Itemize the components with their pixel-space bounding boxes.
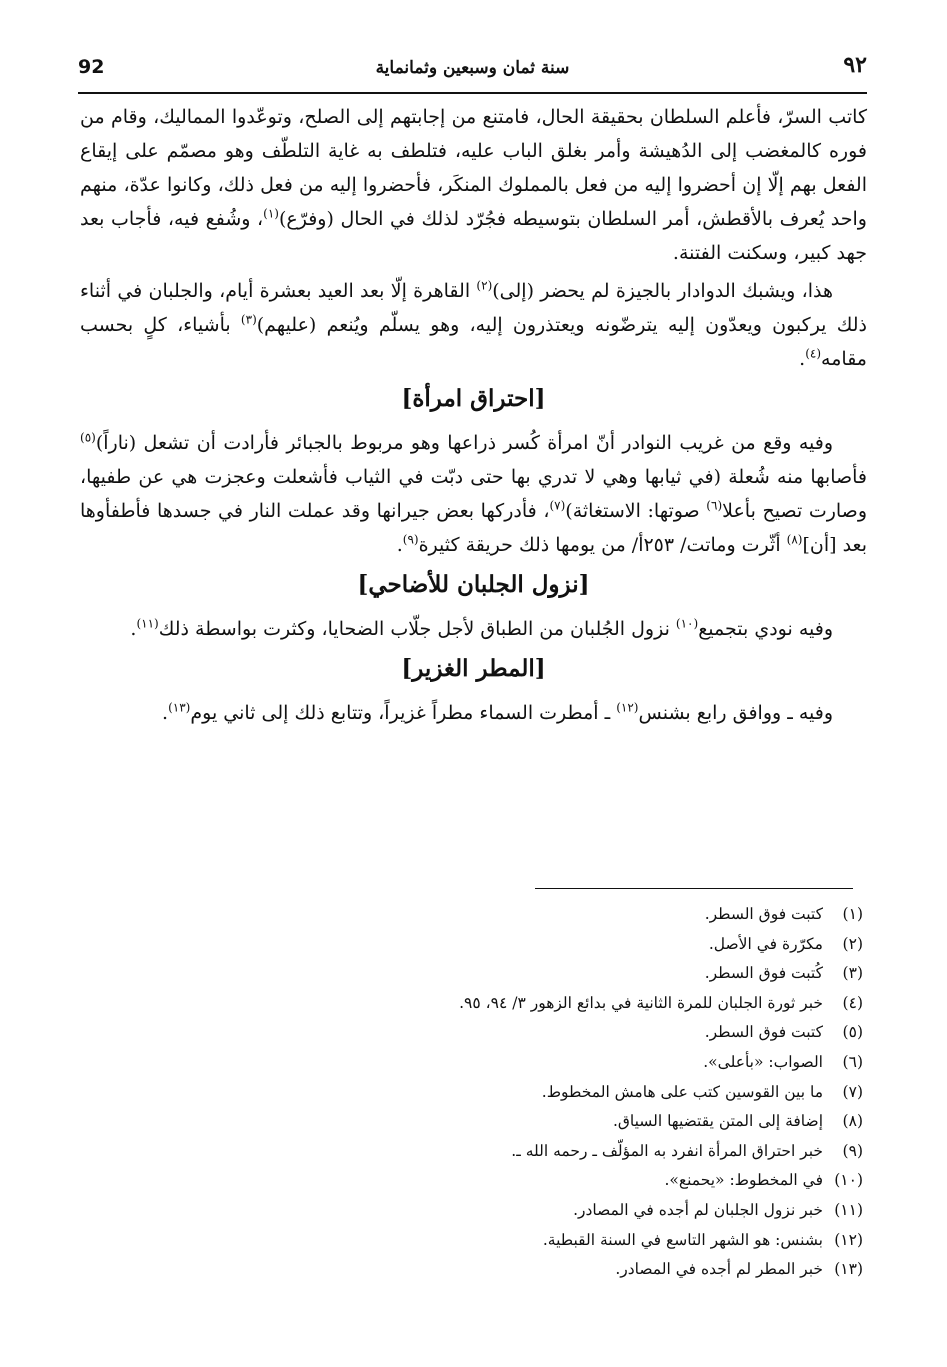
paragraph-text: ـ أمطرت السماء مطراً غزيراً، وتتابع ذلك إلى ثاني يوم	[190, 702, 617, 724]
paragraph-text: القاهرة إلّا بعد العيد بعشرة أيام، والجلبان في أثناء ذلك يركبون ويعدّون إليه يترضّونه ويعتذرون إليه، وهو يسلّم ويُنعم (عليهم)	[80, 280, 867, 336]
footnote-number: (١٣)	[834, 1260, 863, 1279]
paragraph-text: ، فأدركها بعض جيرانها وقد عملت النار في جسدها فأطفأوها بعد [أن]	[80, 500, 867, 556]
section-heading: [احتراق امرأة]	[401, 385, 546, 412]
footnote-number: (١)	[842, 905, 863, 923]
paragraph	[80, 612, 867, 646]
footnote	[80, 989, 863, 1019]
paragraph-text: .	[162, 702, 169, 724]
footnote-number: (١٢)	[834, 1230, 863, 1249]
footnote-number: (٩)	[842, 1141, 863, 1160]
footnote-ref: (٢)	[476, 278, 493, 293]
paragraph-text: هذا، ويشبك الدوادار بالجيزة لم يحضر (إلى)	[492, 280, 833, 302]
running-title: سنة ثمان وسبعين وثمانماية	[375, 58, 570, 78]
footnote	[80, 1166, 863, 1196]
footnote-separator	[535, 888, 853, 889]
footnote-ref: (٧)	[549, 498, 566, 513]
footnote-ref: (٨)	[786, 532, 803, 547]
paragraph-text: ، وشُفع فيه، فأجاب بعد جهد كبير، وسكنت الفتنة.	[80, 208, 867, 264]
paragraph-text: كاتب السرّ، فأعلم السلطان بحقيقة الحال، فامتنع من إجابتهم إلى الصلح، وتوعّدوا المماليك، وقام من فوره كالمغضب إلى الدُهيشة وأمر بغلق الباب عليه، فتلطف به غاية التلطّف وهو مصمّم على إيقاع الفعل بهم إلّا إن أحضروا إليه من فعل بالمملوك المنكَر، فأحضروا إليه من فعل ذلك، وكانوا عدّة، منهم واحد يُعرف بالأقطش، أمر السلطان بتوسيطه فجُرّد لذلك في الحال (وفرّع)	[80, 106, 868, 230]
footnote	[80, 900, 863, 930]
paragraph-text: .	[799, 348, 806, 370]
footnotes	[80, 900, 863, 1285]
footnote-number: (٨)	[842, 1112, 863, 1131]
footnote	[80, 1226, 863, 1256]
footnote	[80, 1196, 863, 1226]
footnote-ref: (٣)	[240, 312, 257, 327]
footnote	[80, 959, 863, 989]
paragraph-text: .	[130, 618, 137, 640]
footnote-ref: (٩)	[402, 532, 419, 547]
paragraph-text: أثّرت وماتت/ ٢٥٣أ/ من يومها ذلك حريقة كثيرة	[418, 534, 787, 556]
footnote-ref: (٦)	[706, 498, 723, 513]
footnote	[80, 1255, 863, 1285]
page-number-arabic: ٩٢	[843, 52, 867, 78]
paragraph-text: وفيه ـ ووافق رابع بشنس	[638, 702, 833, 724]
paragraph-text: .	[396, 534, 403, 556]
footnote-text: كتبت فوق السطر.	[704, 905, 823, 923]
footnote-ref: (١)	[263, 206, 279, 221]
paragraph-text: صوتها: الاستغاثة)	[565, 500, 707, 522]
main-text	[80, 100, 867, 734]
footnote-number: (١١)	[834, 1200, 863, 1219]
footnote-text: الصواب: «بأعلى».	[703, 1052, 823, 1071]
footnote-ref: (١١)	[136, 616, 159, 631]
footnote-text: بشنس: هو الشهر التاسع في السنة القبطية.	[542, 1230, 823, 1249]
section-heading: [نزول الجلبان للأضاحي]	[357, 571, 590, 598]
footnote	[80, 1107, 863, 1137]
footnote-ref: (٤)	[805, 346, 822, 361]
footnote	[80, 1018, 863, 1048]
paragraph	[80, 426, 867, 562]
footnote-ref: (١٣)	[168, 700, 191, 715]
footnote-text: في المخطوط: «يحمنع».	[664, 1171, 823, 1190]
footnote-number: (٧)	[842, 1082, 863, 1101]
paragraph	[80, 274, 867, 376]
footnote-text: خبر نزول الجلبان لم أجده في المصادر.	[573, 1200, 823, 1219]
footnote-number: (٥)	[842, 1023, 863, 1042]
footnote	[80, 1048, 863, 1078]
footnote-number: (٢)	[842, 934, 863, 953]
footnote-number: (٤)	[842, 993, 863, 1012]
footnote	[80, 1078, 863, 1108]
section-heading: [المطر الغزير]	[401, 655, 546, 682]
footnote-number: (٦)	[842, 1052, 863, 1071]
footnote-text: ما بين القوسين كتب على هامش المخطوط.	[541, 1082, 823, 1101]
footnote-text: إضافة إلى المتن يقتضيها السياق.	[612, 1112, 823, 1131]
footnote-text: مكرّرة في الأصل.	[708, 934, 823, 953]
paragraph	[80, 100, 867, 270]
paragraph-text: فأصابها منه شُعلة (في ثيابها وهي لا تدري بها حتى دبّت في الثياب فأشعلت وعجزت هي عن طفيها، وصارت تصيح بأعلا	[80, 466, 867, 522]
footnote-number: (١٠)	[834, 1171, 863, 1190]
page-header	[78, 52, 867, 94]
paragraph-text: وفيه وقع من غريب النوادر أنّ امرأة كُسر ذراعها وهو مربوط بالجبائر فأرادت أن تشعل (ناراً)	[95, 432, 833, 454]
footnote-text: خبر ثورة الجلبان للمرة الثانية في بدائع الزهور ٣/ ٩٤، ٩٥.	[459, 993, 823, 1012]
paragraph-text: بأشياء، كلٍ بحسب مقامه	[80, 314, 867, 370]
footnote-ref: (١٢)	[616, 700, 639, 715]
paragraph-text: وفيه نودي بتجميع	[698, 618, 833, 640]
footnote	[80, 930, 863, 960]
footnote-ref: (٥)	[80, 430, 96, 445]
footnote-text: خبر المطر لم أجده في المصادر.	[615, 1260, 823, 1279]
paragraph-text: نزول الجُلبان من الطباق لأجل جلّاب الضحايا، وكثرت بواسطة ذلك	[158, 618, 676, 640]
footnote-text: كُتبت فوق السطر.	[704, 964, 823, 983]
footnote-number: (٣)	[842, 964, 863, 983]
page-number-latin: 92	[78, 56, 105, 78]
footnote-text: كتبت فوق السطر.	[704, 1023, 823, 1042]
footnote-ref: (١٠)	[675, 616, 699, 631]
paragraph	[80, 696, 867, 730]
footnote	[80, 1137, 863, 1167]
footnote-text: خبر احتراق المرأة انفرد به المؤلّف ـ رحمه الله ـ.	[511, 1141, 823, 1160]
